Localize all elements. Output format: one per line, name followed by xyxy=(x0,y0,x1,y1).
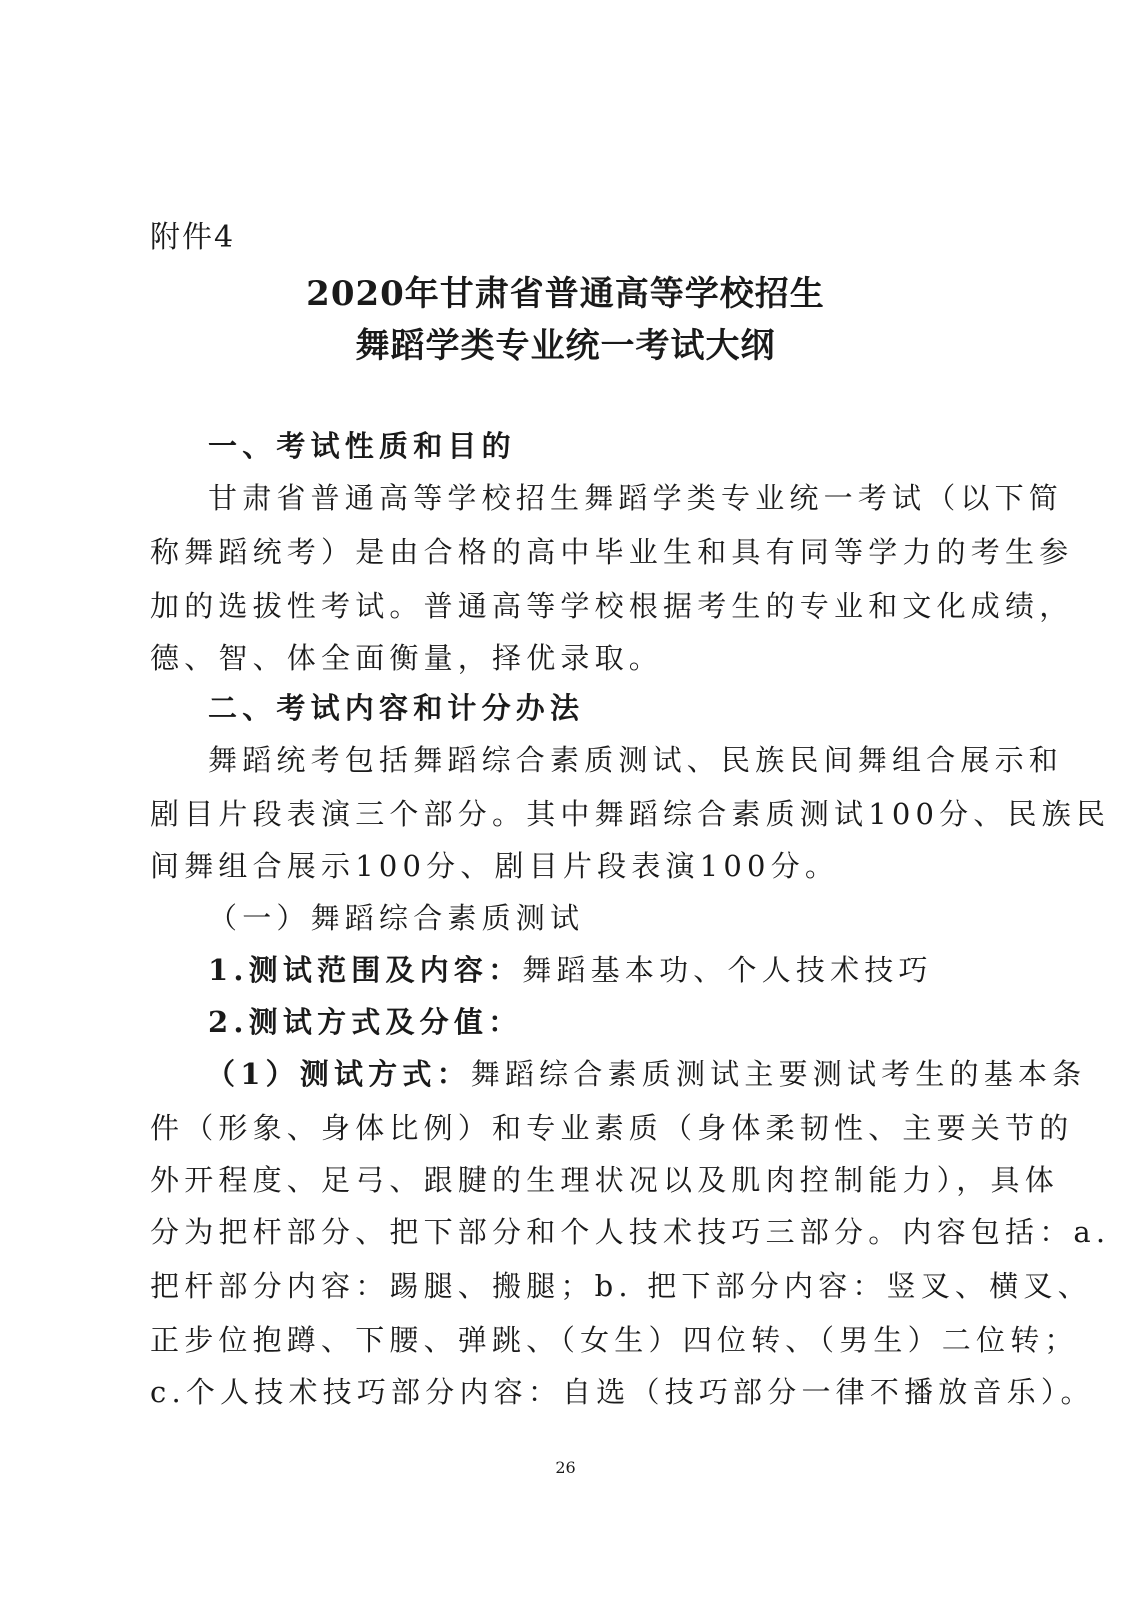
paragraph-1-line-2: 称舞蹈统考）是由合格的高中毕业生和具有同等学力的考生参 xyxy=(150,535,1074,569)
document-title-line-2: 舞蹈学类专业统一考试大纲 xyxy=(355,326,776,366)
section-heading-1: 一、考试性质和目的 xyxy=(208,429,516,463)
item-3-label: （1）测试方式： xyxy=(206,1057,471,1091)
paragraph-3-line-3: 分为把杆部分、把下部分和个人技术技巧三部分。内容包括：a. xyxy=(150,1215,1111,1249)
item-1-text: 舞蹈基本功、个人技术技巧 xyxy=(522,953,933,987)
document-title-line-1: 2020年甘肃省普通高等学校招生 xyxy=(306,274,825,314)
section-heading-2: 二、考试内容和计分办法 xyxy=(208,691,585,725)
paragraph-2-line-1: 舞蹈统考包括舞蹈综合素质测试、民族民间舞组合展示和 xyxy=(208,743,1064,777)
paragraph-3-line-1: 件（形象、身体比例）和专业素质（身体柔韧性、主要关节的 xyxy=(150,1111,1074,1145)
item-3 xyxy=(206,1052,1086,1093)
paragraph-1-line-1: 甘肃省普通高等学校招生舞蹈学类专业统一考试（以下简 xyxy=(208,481,1064,515)
paragraph-2-line-3: 间舞组合展示100分、剧目片段表演100分。 xyxy=(150,849,840,883)
paragraph-2-line-2: 剧目片段表演三个部分。其中舞蹈综合素质测试100分、民族民 xyxy=(150,797,1111,831)
paragraph-3-line-4: 把杆部分内容：踢腿、搬腿；b. 把下部分内容：竖叉、横叉、 xyxy=(150,1269,1092,1303)
paragraph-3-line-2: 外开程度、足弓、跟腱的生理状况以及肌肉控制能力），具体 xyxy=(150,1163,1059,1197)
paragraph-3-line-6: c.个人技术技巧部分内容：自选（技巧部分一律不播放音乐）。 xyxy=(150,1375,1095,1409)
paragraph-3-line-5: 正步位抱蹲、下腰、弹跳、（女生）四位转、（男生）二位转； xyxy=(150,1323,1079,1357)
item-1 xyxy=(208,948,933,989)
attachment-label: 附件4 xyxy=(150,220,236,255)
item-1-label: 1.测试范围及内容： xyxy=(208,953,523,987)
paragraph-1-line-4: 德、智、体全面衡量，择优录取。 xyxy=(150,641,664,675)
item-2-label: 2.测试方式及分值： xyxy=(208,1005,523,1039)
item-3-text: 舞蹈综合素质测试主要测试考生的基本条 xyxy=(470,1057,1087,1091)
page-number: 26 xyxy=(555,1458,576,1477)
subsection-heading-1: （一）舞蹈综合素质测试 xyxy=(208,901,585,935)
paragraph-1-line-3: 加的选拔性考试。普通高等学校根据考生的专业和文化成绩， xyxy=(150,589,1074,623)
